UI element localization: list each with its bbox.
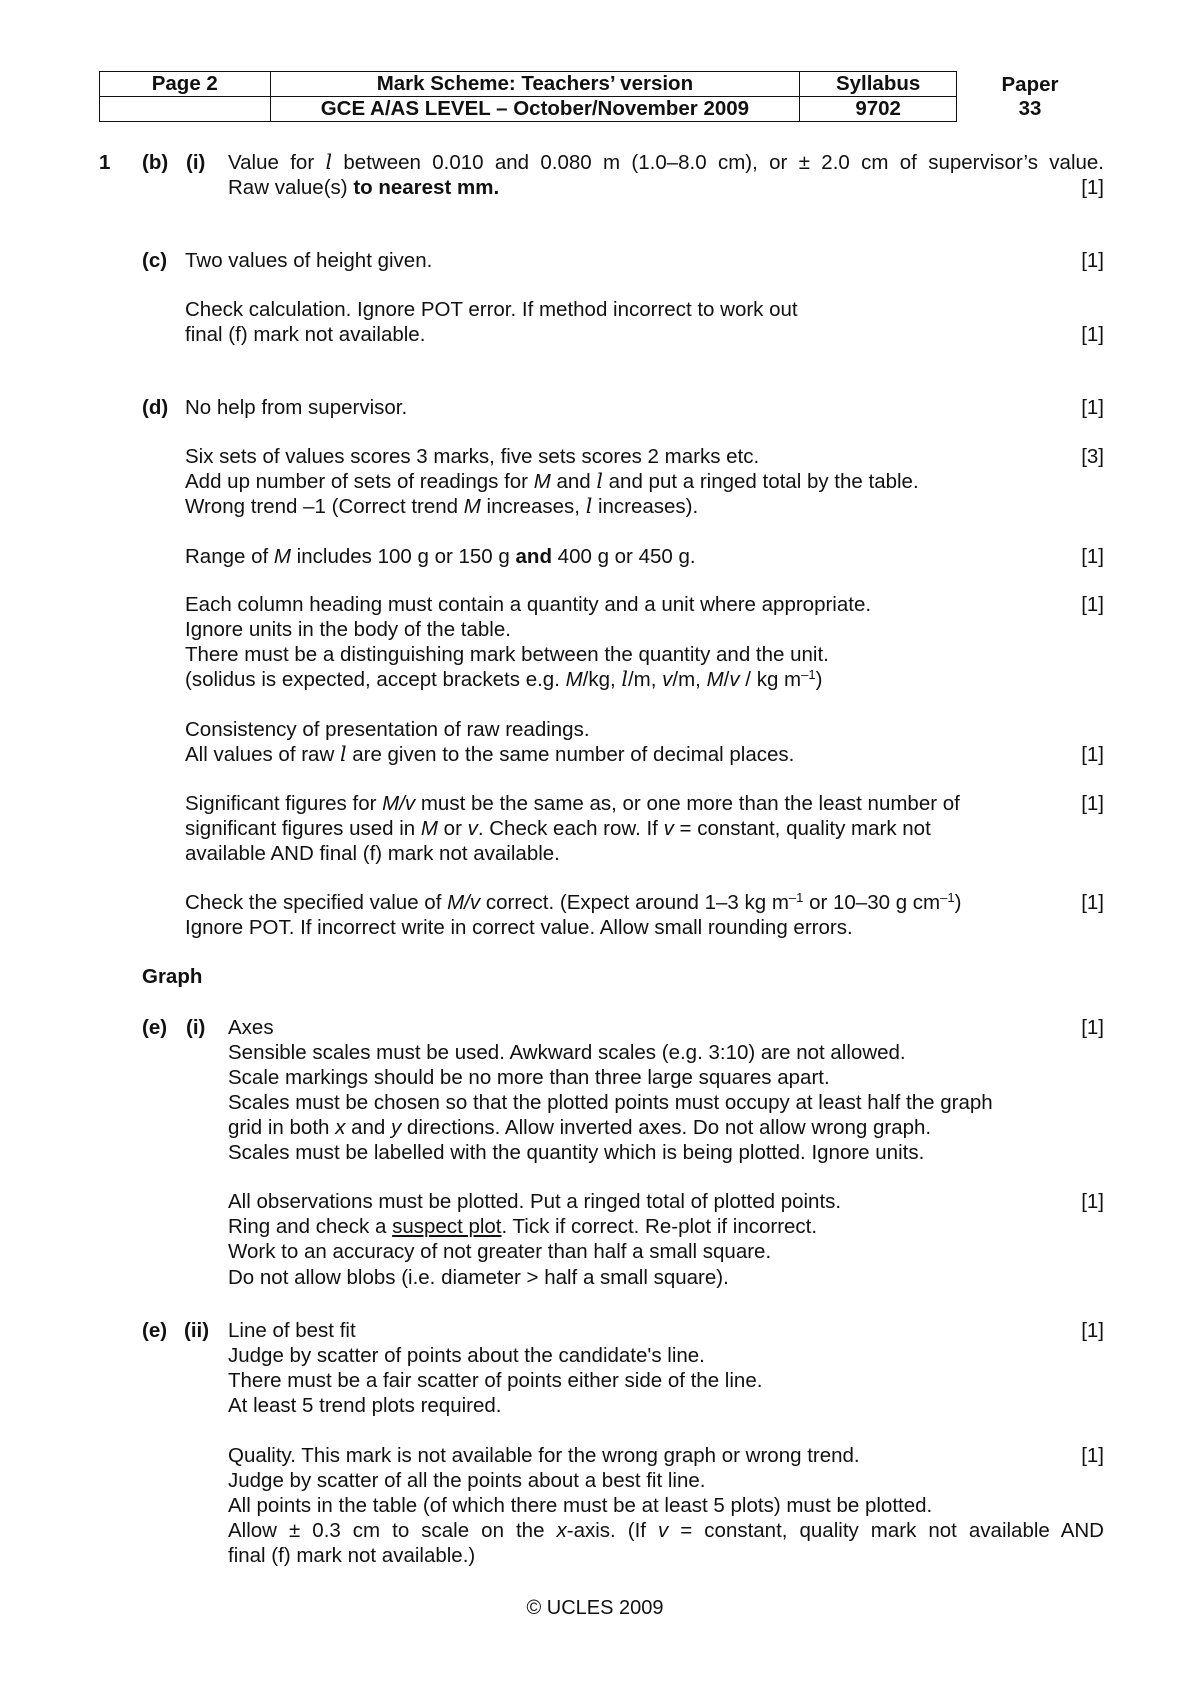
d-line-2: Six sets of values scores 3 marks, five sets scores 2 marks etc. [185, 445, 760, 468]
e-ii-line-8: Allow ± 0.3 cm to scale on the x-axis. (If v = constant, quality mark not available AND [228, 1519, 1104, 1542]
mark-d-2: [3] [1081, 445, 1104, 468]
d-line-10: Consistency of presentation of raw readings. [185, 718, 590, 741]
d-line-1: No help from supervisor. [185, 396, 408, 419]
paper-label: Paper [1001, 73, 1059, 96]
e-i-line-9: Work to an accuracy of not greater than half a small square. [228, 1240, 772, 1263]
question-number: 1 [99, 151, 111, 174]
c-line-1: Two values of height given. [185, 249, 433, 272]
e-i-line-7: All observations must be plotted. Put a ringed total of plotted points. [228, 1190, 842, 1213]
graph-heading: Graph [142, 965, 203, 988]
d-line-11: All values of raw l are given to the same number of decimal places. [185, 742, 795, 766]
mark-e-ii-2: [1] [1081, 1444, 1104, 1467]
e-i-line-1: Axes [228, 1016, 274, 1039]
subpart-label-e-i: (i) [186, 1016, 206, 1039]
part-label-e-2: (e) [142, 1319, 168, 1342]
syllabus-code: 9702 [800, 97, 957, 122]
e-ii-line-3: There must be a fair scatter of points either side of the line. [228, 1369, 763, 1392]
part-label-c: (c) [142, 249, 168, 272]
document-title: Mark Scheme: Teachers’ version [270, 72, 800, 97]
mark-d-3: [1] [1081, 545, 1104, 568]
header-table [99, 71, 957, 122]
d-line-3: Add up number of sets of readings for M and l and put a ringed total by the table. [185, 469, 919, 493]
b-i-line-1: Value for l between 0.010 and 0.080 m (1.0–8.0 cm), or ± 2.0 cm of supervisor’s value. [228, 150, 1104, 174]
d-line-16: Ignore POT. If incorrect write in correct value. Allow small rounding errors. [185, 916, 853, 939]
d-line-6: Each column heading must contain a quantity and a unit where appropriate. [185, 593, 872, 616]
e-ii-line-4: At least 5 trend plots required. [228, 1394, 502, 1417]
e-i-line-2: Sensible scales must be used. Awkward scales (e.g. 3:10) are not allowed. [228, 1041, 906, 1064]
d-line-9: (solidus is expected, accept brackets e.g. M/kg, l/m, v/m, M/v / kg $m^{-1}$) [185, 667, 823, 691]
part-label-e: (e) [142, 1016, 168, 1039]
e-ii-line-5: Quality. This mark is not available for the wrong graph or wrong trend. [228, 1444, 860, 1467]
mark-c-1: [1] [1081, 249, 1104, 272]
e-ii-line-7: All points in the table (of which there must be at least 5 plots) must be plotted. [228, 1494, 933, 1517]
d-line-14: available AND final (f) mark not available. [185, 842, 560, 865]
mark-c-2: [1] [1081, 323, 1104, 346]
d-line-8: There must be a distinguishing mark between the quantity and the unit. [185, 643, 829, 666]
c-line-3: final (f) mark not available. [185, 323, 426, 346]
mark-e-i-2: [1] [1081, 1190, 1104, 1213]
d-line-5: Range of M includes 100 g or 150 g and 400 g or 450 g. [185, 545, 696, 568]
d-line-12: Significant figures for M/v must be the same as, or one more than the least number of [185, 792, 960, 815]
d-line-7: Ignore units in the body of the table. [185, 618, 511, 641]
mark-e-ii-1: [1] [1081, 1319, 1104, 1342]
mark-d-4: [1] [1081, 593, 1104, 616]
e-ii-line-6: Judge by scatter of all the points about a best fit line. [228, 1469, 706, 1492]
syllabus-label: Syllabus [800, 72, 957, 97]
e-ii-line-9: final (f) mark not available.) [228, 1544, 476, 1567]
e-ii-line-1: Line of best fit [228, 1319, 356, 1342]
e-i-line-3: Scale markings should be no more than three large squares apart. [228, 1066, 830, 1089]
mark-d-1: [1] [1081, 396, 1104, 419]
b-i-line-2: Raw value(s) to nearest mm. [228, 176, 500, 199]
mark-d-6: [1] [1081, 792, 1104, 815]
e-i-line-8: Ring and check a suspect plot. Tick if correct. Re-plot if incorrect. [228, 1215, 818, 1238]
mark-d-7: [1] [1081, 891, 1104, 914]
header-empty-cell [100, 97, 271, 122]
e-i-line-6: Scales must be labelled with the quantity which is being plotted. Ignore units. [228, 1141, 925, 1164]
subpart-label-i: (i) [186, 151, 206, 174]
copyright-footer: © UCLES 2009 [526, 1597, 664, 1619]
mark-e-i-1: [1] [1081, 1016, 1104, 1039]
mark-d-5: [1] [1081, 743, 1104, 766]
d-line-13: significant figures used in M or v. Check each row. If v = constant, quality mark not [185, 817, 931, 840]
paper-number: 33 [1018, 97, 1042, 120]
exam-session: GCE A/AS LEVEL – October/November 2009 [270, 97, 800, 122]
e-ii-line-2: Judge by scatter of points about the candidate's line. [228, 1344, 705, 1367]
e-i-line-4: Scales must be chosen so that the plotted points must occupy at least half the graph [228, 1091, 993, 1114]
part-label-b: (b) [142, 151, 169, 174]
e-i-line-5: grid in both x and y directions. Allow inverted axes. Do not allow wrong graph. [228, 1116, 932, 1139]
page-number: Page 2 [100, 72, 271, 97]
d-line-15: Check the specified value of M/v correct. (Expect around 1–3 kg $m^{-1}$ or 10–30 g $cm^{-1}$) [185, 890, 962, 914]
c-line-2: Check calculation. Ignore POT error. If method incorrect to work out [185, 298, 798, 321]
part-label-d: (d) [142, 396, 169, 419]
d-line-4: Wrong trend –1 (Correct trend M increases, l increases). [185, 494, 699, 518]
subpart-label-e-ii: (ii) [184, 1319, 210, 1342]
paper-block [990, 73, 1070, 121]
e-i-line-10: Do not allow blobs (i.e. diameter > half a small square). [228, 1266, 729, 1289]
mark-b-i: [1] [1081, 176, 1104, 199]
